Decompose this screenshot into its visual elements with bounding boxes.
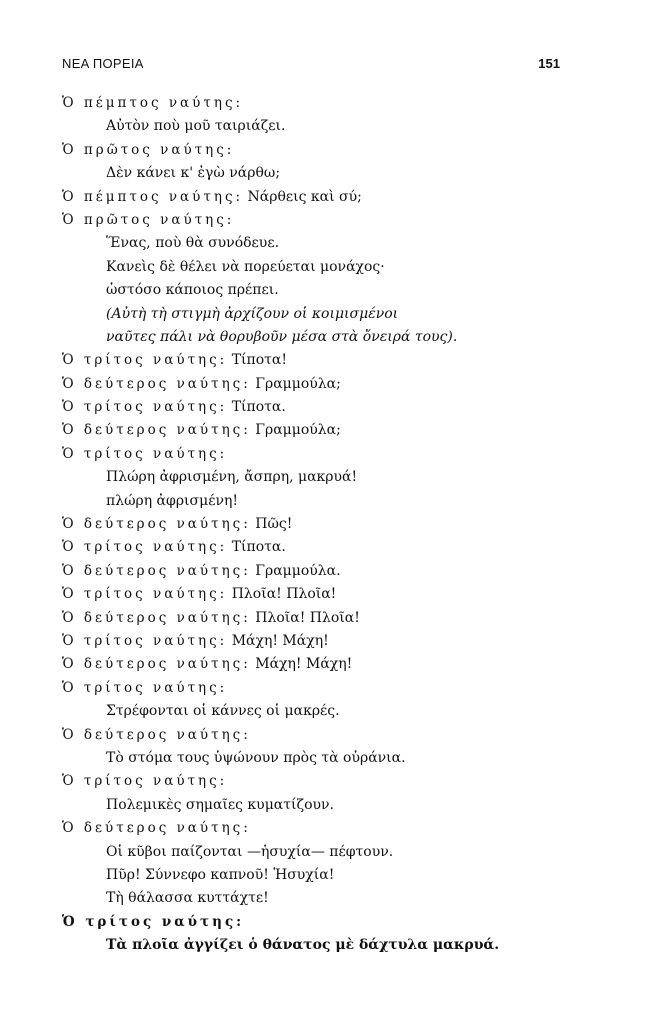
dialogue-text: Αὐτὸν ποὺ μοῦ ταιριάζει. xyxy=(106,118,286,135)
speaker-name: Ὁ τρίτος ναύτης: xyxy=(62,352,228,369)
speaker-line xyxy=(62,373,562,396)
speaker-name: Ὁ δεύτερος ναύτης: xyxy=(62,656,251,673)
stage-direction-text: ναῦτες πάλι νὰ θορυβοῦν μέσα στὰ ὄνειρά τους). xyxy=(106,328,458,345)
speaker-name: Ὁ δεύτερος ναύτης: xyxy=(62,820,251,837)
dialogue-line xyxy=(62,747,562,770)
dialogue-text: Πλοῖα! Πλοῖα! xyxy=(227,586,337,603)
speaker-name: Ὁ τρίτος ναύτης: xyxy=(62,539,228,556)
speaker-line xyxy=(62,186,562,209)
dialogue-text: Γραμμούλα. xyxy=(250,562,341,579)
dialogue-line xyxy=(62,490,562,513)
dialogue-line xyxy=(62,700,562,723)
speaker-line xyxy=(62,770,562,793)
speaker-name: Ὁ τρίτος ναύτης: xyxy=(62,445,228,462)
dialogue-line xyxy=(62,466,562,489)
dialogue-line xyxy=(62,794,562,817)
speaker-line xyxy=(62,560,562,583)
running-title: ΝΕΑ ΠΟΡΕΙΑ xyxy=(62,56,144,71)
dialogue-text: Ἕνας, ποὺ θὰ συνόδευε. xyxy=(106,235,280,252)
page-number: 151 xyxy=(538,56,560,71)
dialogue-line xyxy=(62,887,562,910)
stage-direction xyxy=(62,303,562,326)
dialogue-text: Τίποτα. xyxy=(227,539,286,556)
page-header xyxy=(62,56,560,78)
dialogue-text: Μάχη! Μάχη! xyxy=(227,632,329,649)
dialogue-text: Νάρθεις καὶ σύ; xyxy=(243,188,362,205)
speaker-line xyxy=(62,419,562,442)
dialogue-text: Μάχη! Μάχη! xyxy=(250,656,353,673)
speaker-name: Ὁ πρῶτος ναύτης: xyxy=(62,141,235,158)
stage-direction-text: (Αὐτὴ τὴ στιγμὴ ἀρχίζουν οἱ κοιμισμένοι xyxy=(106,305,399,322)
speaker-line xyxy=(62,607,562,630)
dialogue-text: Τὰ πλοῖα ἀγγίζει ὁ θάνατος μὲ δάχτυλα μακρυά. xyxy=(106,937,500,954)
speaker-name: Ὁ πέμπτος ναύτης: xyxy=(62,95,244,111)
dialogue-line xyxy=(62,232,562,255)
dialogue-text: Γραμμούλα; xyxy=(250,375,341,392)
speaker-name: Ὁ δεύτερος ναύτης: xyxy=(62,609,251,626)
dialogue-text: Τίποτα! xyxy=(227,352,287,369)
speaker-name: Ὁ τρίτος ναύτης: xyxy=(62,632,228,649)
speaker-line xyxy=(62,396,562,419)
speaker-line xyxy=(62,630,562,653)
stage-direction xyxy=(62,326,562,349)
speaker-name: Ὁ πρῶτος ναύτης: xyxy=(62,211,235,228)
speaker-line xyxy=(62,911,562,934)
speaker-line xyxy=(62,724,562,747)
dialogue-text: Πλοῖα! Πλοῖα! xyxy=(250,609,360,626)
speaker-name: Ὁ τρίτος ναύτης: xyxy=(62,586,228,603)
speaker-line xyxy=(62,139,562,162)
speaker-name: Ὁ τρίτος ναύτης: xyxy=(62,399,228,416)
dialogue-text: πλώρη ἀφρισμένη! xyxy=(106,492,238,509)
speaker-line xyxy=(62,817,562,840)
dialogue-line xyxy=(62,841,562,864)
dialogue-text: Τίποτα. xyxy=(227,399,286,416)
dialogue-text: Τὸ στόμα τους ὑψώνουν πρὸς τὰ οὐράνια. xyxy=(106,749,406,766)
dialogue-text: Πλώρη ἀφρισμένη, ἄσπρη, μακρυά! xyxy=(106,469,358,486)
play-text xyxy=(62,92,562,957)
speaker-name: Ὁ δεύτερος ναύτης: xyxy=(62,422,251,439)
speaker-name: Ὁ δεύτερος ναύτης: xyxy=(62,726,251,743)
dialogue-line xyxy=(62,115,562,138)
speaker-name: Ὁ δεύτερος ναύτης: xyxy=(62,562,251,579)
dialogue-text: Πῶς! xyxy=(250,516,293,533)
dialogue-text: ὡστόσο κάποιος πρέπει. xyxy=(106,282,279,299)
dialogue-text: Πῦρ! Σύννεφο καπνοῦ! Ἡσυχία! xyxy=(106,866,335,883)
dialogue-text: Δὲν κάνει κ' ἐγὼ νάρθω; xyxy=(106,165,281,182)
speaker-name: Ὁ τρίτος ναύτης: xyxy=(62,679,228,696)
dialogue-line xyxy=(62,162,562,185)
speaker-line xyxy=(62,349,562,372)
speaker-line xyxy=(62,677,562,700)
dialogue-text: Κανεὶς δὲ θέλει νὰ πορεύεται μονάχος· xyxy=(106,258,385,275)
dialogue-line xyxy=(62,864,562,887)
speaker-line xyxy=(62,583,562,606)
dialogue-line xyxy=(62,256,562,279)
speaker-name: Ὁ δεύτερος ναύτης: xyxy=(62,516,251,533)
speaker-line xyxy=(62,209,562,232)
dialogue-line xyxy=(62,934,562,957)
dialogue-text: Τὴ θάλασσα κυττάχτε! xyxy=(106,890,269,907)
speaker-line xyxy=(62,92,562,115)
speaker-name: Ὁ δεύτερος ναύτης: xyxy=(62,375,251,392)
speaker-line xyxy=(62,653,562,676)
dialogue-text: Γραμμούλα; xyxy=(250,422,341,439)
speaker-line xyxy=(62,443,562,466)
speaker-name: Ὁ τρίτος ναύτης: xyxy=(62,773,228,790)
speaker-name: Ὁ τρίτος ναύτης: xyxy=(62,913,245,930)
dialogue-text: Οἱ κῦβοι παίζονται —ἡσυχία— πέφτουν. xyxy=(106,843,394,860)
speaker-name: Ὁ πέμπτος ναύτης: xyxy=(62,188,244,205)
dialogue-text: Στρέφονται οἱ κάννες οἱ μακρές. xyxy=(106,703,340,720)
speaker-line xyxy=(62,513,562,536)
dialogue-text: Πολεμικὲς σημαῖες κυματίζουν. xyxy=(106,796,334,813)
speaker-line xyxy=(62,536,562,559)
dialogue-line xyxy=(62,279,562,302)
